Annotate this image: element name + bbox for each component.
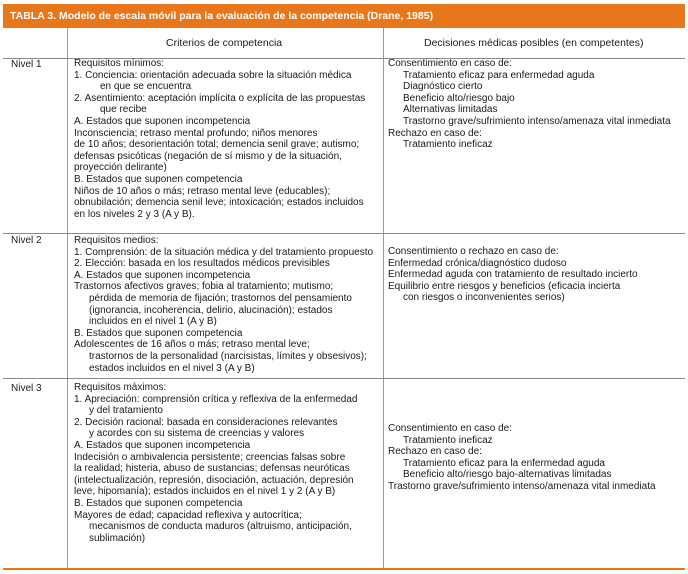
criteria-line: 2. Asentimiento: aceptación implícita o explícita de las propuestas (74, 92, 366, 104)
level-2-decisions (388, 246, 638, 304)
criteria-line: leve, hipomanía); estados incluidos en el nivel 1 y 2 (A y B) (74, 486, 336, 498)
criteria-line: A. Estados que suponen incompetencia (74, 269, 251, 281)
criteria-line: B. Estados que suponen competencia (74, 173, 243, 185)
criteria-line: proyección delirante) (74, 162, 167, 174)
decision-line: Tratamiento ineficaz (403, 139, 493, 151)
decision-line: Trastorno grave/sufrimiento intenso/amenaza vital inmediata (388, 480, 656, 492)
decision-line: Consentimiento en caso de: (388, 423, 512, 434)
criteria-line: trastornos de la personalidad (narcisistas, límites y obsesivos); (89, 350, 367, 362)
table-title: TABLA 3. Modelo de escala móvil para la evaluación de la competencia (Drane, 1985) (3, 4, 685, 28)
criteria-line: sublimación) (89, 532, 146, 544)
decision-line: Consentimiento o rechazo en caso de: (388, 246, 559, 257)
column-divider-1 (67, 28, 68, 568)
level-3-decisions (388, 423, 656, 493)
criteria-line: Niños de 10 años o más; retraso mental leve (educables); (74, 185, 331, 197)
decision-line: Tratamiento eficaz para la enfermedad aguda (403, 457, 605, 469)
criteria-line: estados incluidos en el nivel 3 (A y B) (89, 362, 255, 374)
decision-line: Rechazo en caso de: (388, 127, 482, 139)
decision-line: Diagnóstico cierto (403, 81, 483, 93)
criteria-line: mecanismos de conducta maduros (altruismo, anticipación, (89, 521, 352, 533)
decision-line: Trastorno grave/sufrimiento intenso/amenaza vital inmediata (403, 115, 671, 127)
criteria-line: Requisitos mínimos: (74, 58, 165, 69)
level-3-label: Nivel 3 (11, 383, 42, 394)
criteria-line: la realidad; histeria, abuso de sustancias; defensas neuróticas (74, 463, 350, 475)
criteria-line: obnubilación; demencia senil leve; intoxicación; estados incluidos (74, 197, 364, 209)
criteria-line: de 10 años; desorientación total; demencia senil grave; autismo; (74, 139, 360, 151)
decision-line: con riesgos o inconvenientes serios) (403, 292, 565, 304)
criteria-line: A. Estados que suponen incompetencia (74, 115, 251, 127)
criteria-line: (intelectualización, represión, disociación, actuación, depresión (74, 474, 354, 486)
criteria-line: 1. Comprensión: de la situación médica y del tratamiento propuesto (74, 246, 374, 258)
criteria-line: Mayores de edad; capacidad reflexiva y autocrítica; (74, 509, 302, 521)
decision-line: Enfermedad crónica/diagnóstico dudoso (388, 257, 567, 269)
criteria-line: pérdida de memoria de fijación; trastornos del pensamiento (89, 292, 352, 304)
decision-line: Enfermedad aguda con tratamiento de resultado incierto (388, 269, 638, 281)
decision-line: Equilibrio entre riesgos y beneficios (eficacia incierta (388, 280, 621, 292)
level-3-criteria (74, 382, 357, 544)
criteria-line: en que se encuentra (100, 81, 192, 93)
level-2-label: Nivel 2 (11, 235, 42, 246)
criteria-line: Indecisión o ambivalencia persistente; creencias falsas sobre (74, 451, 346, 463)
criteria-line: 2. Elección: basada en los resultados médicos previsibles (74, 258, 330, 270)
criteria-line: que recibe (100, 104, 147, 116)
criteria-line: Trastornos afectivos graves; fobia al tratamiento; mutismo; (74, 281, 334, 293)
criteria-line: 2. Decisión racional: basada en consideraciones relevantes (74, 416, 338, 428)
decision-line: Alternativas limitadas (403, 104, 498, 116)
level-2-criteria (74, 235, 373, 374)
header-criteria: Criterios de competencia (166, 37, 283, 49)
criteria-line: 1. Apreciación: comprensión crítica y reflexiva de la enfermedad (74, 393, 358, 405)
criteria-line: A. Estados que suponen incompetencia (74, 439, 251, 451)
row-divider-1 (3, 233, 685, 234)
column-divider-2 (383, 28, 384, 568)
row-divider-2 (3, 378, 685, 379)
level-1-decisions (388, 58, 671, 151)
level-1-label: Nivel 1 (11, 59, 42, 70)
criteria-line: defensas psicóticas (negación de sí mismo y de la situación, (74, 150, 342, 162)
criteria-line: incluidos en el nivel 1 (A y B) (89, 316, 217, 328)
criteria-line: B. Estados que suponen competencia (74, 327, 243, 339)
criteria-line: B. Estados que suponen competencia (74, 497, 243, 509)
decision-line: Beneficio alto/riesgo bajo (403, 92, 515, 104)
table-header-row (3, 28, 685, 59)
decision-line: Consentimiento en caso de: (388, 58, 512, 69)
criteria-line: Requisitos medios: (74, 235, 159, 246)
criteria-line: y del tratamiento (89, 405, 163, 417)
criteria-line: y acordes con su sistema de creencias y valores (89, 428, 305, 440)
criteria-line: 1. Conciencia: orientación adecuada sobre la situación médica (74, 69, 352, 81)
criteria-line: en los niveles 2 y 3 (A y B). (74, 208, 195, 220)
decision-line: Tratamiento ineficaz (403, 434, 493, 446)
competence-table (3, 4, 685, 570)
decision-line: Tratamiento eficaz para enfermedad aguda (403, 69, 595, 81)
header-decisions: Decisiones médicas posibles (en competentes) (424, 37, 644, 49)
criteria-line: (ignorancia, incoherencia, delirio, alucinación); estados (89, 304, 333, 316)
criteria-line: Inconsciencia; retraso mental profundo; niños menores (74, 127, 318, 139)
criteria-line: Adolescentes de 16 años o más; retraso mental leve; (74, 339, 310, 351)
decision-line: Beneficio alto/riesgo bajo-alternativas limitadas (403, 469, 612, 481)
level-1-criteria (74, 58, 365, 220)
decision-line: Rechazo en caso de: (388, 446, 482, 458)
criteria-line: Requisitos máximos: (74, 382, 167, 393)
